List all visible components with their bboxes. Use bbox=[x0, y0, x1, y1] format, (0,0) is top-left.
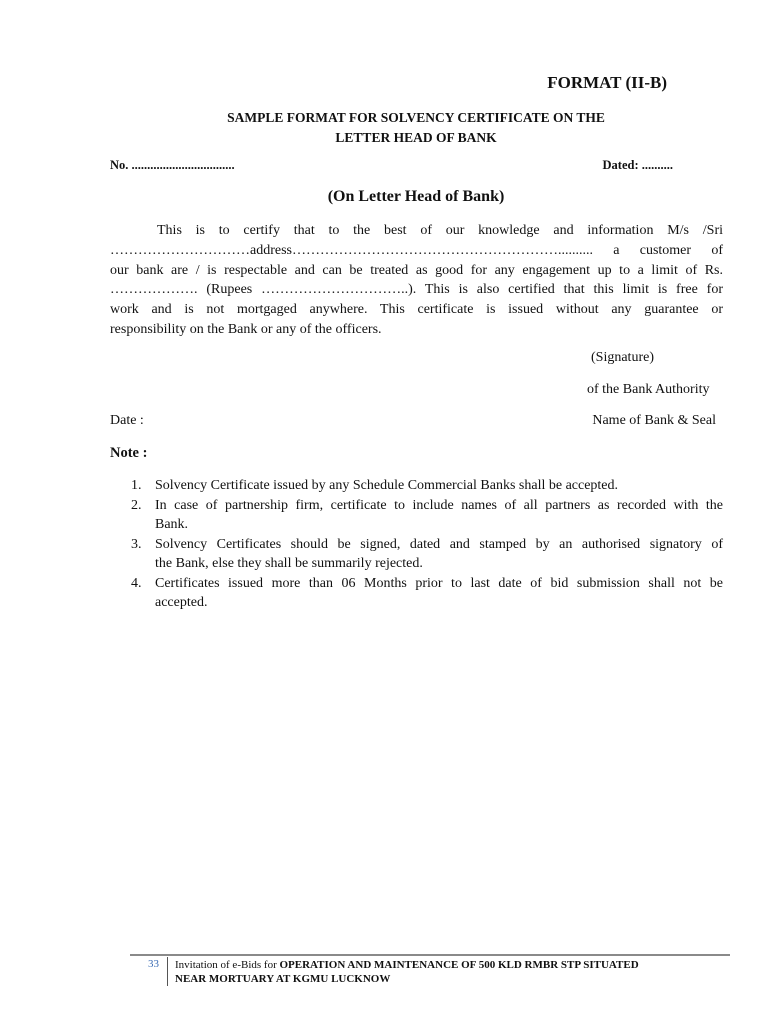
document-title bbox=[110, 108, 722, 148]
letterhead-subheading: (On Letter Head of Bank) bbox=[327, 188, 505, 205]
signature-label: (Signature) bbox=[591, 350, 654, 365]
note-heading: Note : bbox=[110, 445, 148, 461]
footer-prefix: Invitation of e-Bids for bbox=[175, 959, 280, 971]
body-line: This is to certify that to the best of our knowledge and information M/s /Sri bbox=[157, 223, 723, 238]
list-item bbox=[110, 535, 723, 574]
dated-field: Dated: .......... bbox=[602, 158, 673, 172]
title-line-2: LETTER HEAD OF BANK bbox=[335, 130, 497, 145]
list-item-number: 4. bbox=[131, 575, 142, 591]
bank-authority-label: of the Bank Authority bbox=[587, 382, 710, 397]
title-line-1: SAMPLE FORMAT FOR SOLVENCY CERTIFICATE ON THE bbox=[227, 110, 605, 125]
body-line: …………………………address………………………………………………….......... a customer of bbox=[110, 242, 723, 258]
list-item-text: Bank. bbox=[155, 517, 189, 532]
bank-seal-label: Name of Bank & Seal bbox=[592, 413, 716, 428]
footer-bid-title-line-1: OPERATION AND MAINTENANCE OF 500 KLD RMBR STP SITUATED bbox=[279, 959, 639, 971]
body-line: our bank are / is respectable and can be treated as good for any engagement up to a limit of Rs. bbox=[110, 262, 723, 278]
list-item-text: accepted. bbox=[155, 595, 208, 610]
list-item bbox=[110, 574, 723, 613]
page-number: 33 bbox=[148, 958, 159, 970]
footer-text bbox=[175, 958, 735, 986]
format-label: FORMAT (II-B) bbox=[547, 73, 667, 92]
date-label: Date : bbox=[110, 413, 144, 428]
footer-vertical-rule bbox=[167, 957, 168, 986]
list-item bbox=[110, 496, 723, 535]
list-item-text: Solvency Certificates should be signed, dated and stamped by an authorised signatory of bbox=[155, 536, 723, 552]
footer-bid-title-line-2: NEAR MORTUARY AT KGMU LUCKNOW bbox=[175, 973, 391, 985]
body-line: responsibility on the Bank or any of the officers. bbox=[110, 321, 382, 337]
date-seal-row bbox=[110, 413, 716, 429]
footer-divider bbox=[130, 954, 730, 956]
number-field: No. ................................. bbox=[110, 158, 235, 172]
body-line: work and is not mortgaged anywhere. This certificate is issued without any guarantee or bbox=[110, 302, 723, 318]
list-item-text: In case of partnership firm, certificate to include names of all partners as recorded with the bbox=[155, 497, 723, 513]
body-line: ………………. (Rupees …………………………..). This is also certified that this limit is free for bbox=[110, 282, 723, 298]
list-item-text: Solvency Certificate issued by any Schedule Commercial Banks shall be accepted. bbox=[155, 478, 619, 493]
list-item-number: 2. bbox=[131, 497, 142, 513]
list-item bbox=[110, 476, 723, 496]
certificate-body bbox=[110, 221, 723, 340]
list-item-number: 1. bbox=[131, 478, 142, 493]
reference-row bbox=[110, 158, 673, 173]
list-item-text: the Bank, else they shall be summarily rejected. bbox=[155, 556, 423, 571]
list-item-number: 3. bbox=[131, 536, 142, 552]
list-item-text: Certificates issued more than 06 Months prior to last date of bid submission shall not be bbox=[155, 575, 723, 591]
notes-list bbox=[110, 476, 723, 613]
